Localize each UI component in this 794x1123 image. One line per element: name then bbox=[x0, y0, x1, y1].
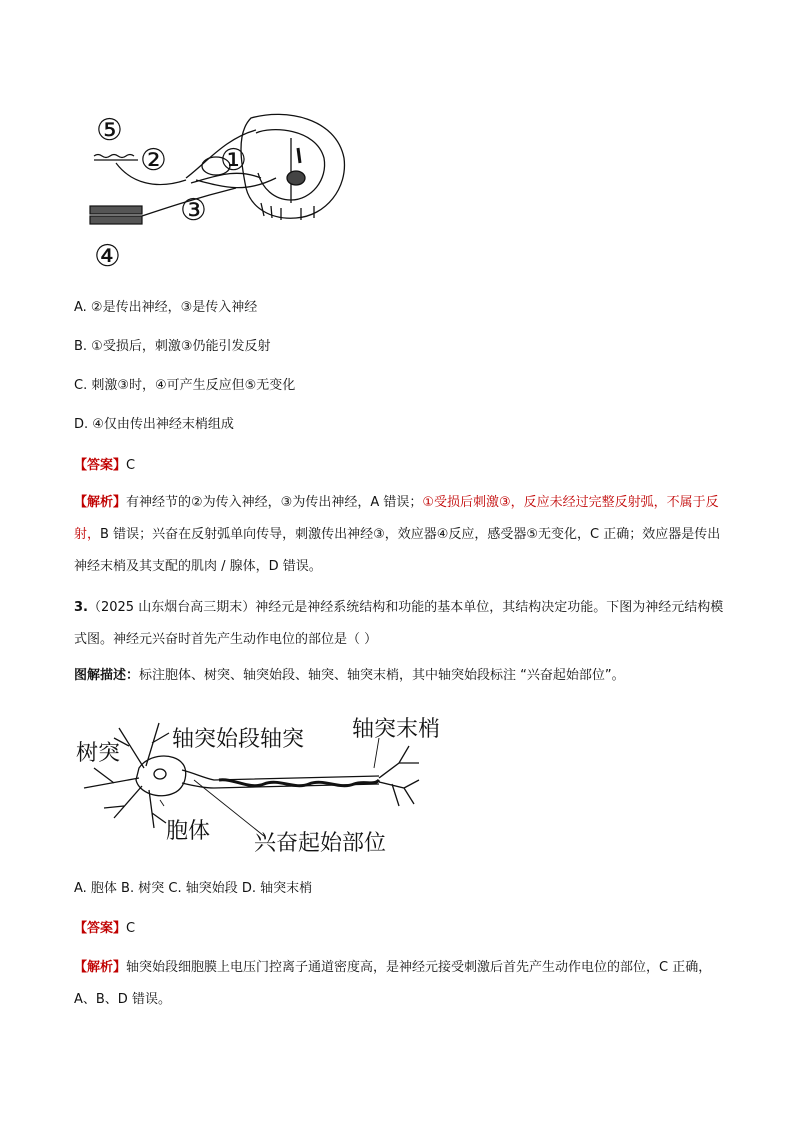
answer-value: C bbox=[126, 921, 136, 936]
answer-tag: 【答案】 bbox=[74, 458, 127, 473]
analysis-part-2: ①受损后刺激③，反应未经过完整反射弧，不属于反射， bbox=[74, 495, 719, 542]
analysis-part-1: 有神经节的②为传入神经，③为传出神经，A 错误； bbox=[126, 495, 423, 510]
q3-options: A. 胞体 B. 树突 C. 轴突始段 D. 轴突末梢 bbox=[74, 881, 313, 896]
figure1-label-1: ① bbox=[220, 143, 247, 178]
q3-analysis bbox=[74, 952, 724, 1016]
effector-drawing bbox=[90, 188, 236, 224]
desc-label: 图解描述： bbox=[74, 668, 140, 683]
q3-source: （2025 山东烟台高三期末） bbox=[87, 600, 256, 615]
label-axon-terminal: 轴突末梢 bbox=[352, 717, 441, 742]
label-initial-segment-axon: 轴突始段轴突 bbox=[172, 727, 305, 752]
figure1-label-5: ⑤ bbox=[96, 113, 123, 148]
answer-tag: 【答案】 bbox=[74, 921, 127, 936]
figure1-label-2: ② bbox=[140, 143, 167, 178]
answer-value: C bbox=[126, 458, 136, 473]
spinal-cord-drawing bbox=[186, 114, 344, 220]
q3-number: 3. bbox=[74, 600, 88, 615]
label-excitation-site: 兴奋起始部位 bbox=[254, 831, 387, 856]
analysis-tag: 【解析】 bbox=[74, 495, 127, 510]
analysis-text: 轴突始段细胞膜上电压门控离子通道密度高，是神经元接受刺激后首先产生动作电位的部位，C 正确，A、B、D 错误。 bbox=[74, 960, 712, 1007]
q2-option-a: A. ②是传出神经，③是传入神经 bbox=[74, 300, 258, 315]
q2-option-d: D. ④仅由传出神经末梢组成 bbox=[74, 417, 234, 432]
figure1-label-3: ③ bbox=[180, 193, 207, 228]
label-soma: 胞体 bbox=[166, 819, 211, 844]
desc-text: 标注胞体、树突、轴突始段、轴突、轴突末梢，其中轴突始段标注 “兴奋起始部位”。 bbox=[139, 668, 625, 683]
neuron-figure bbox=[74, 708, 454, 860]
q3-stem bbox=[74, 592, 724, 656]
q3-answer bbox=[74, 919, 135, 939]
label-dendrite: 树突 bbox=[76, 741, 121, 766]
analysis-tag: 【解析】 bbox=[74, 960, 127, 975]
q3-stem-text: 神经元是神经系统结构和功能的基本单位，其结构决定功能。下图为神经元结构模式图。神经元兴奋时首先产生动作电位的部位是（ ） bbox=[74, 600, 724, 647]
q2-answer bbox=[74, 456, 135, 476]
analysis-part-3: B 错误；兴奋在反射弧单向传导，刺激传出神经③，效应器④反应，感受器⑤无变化，C 正确；效应器是传出神经末梢及其支配的肌肉 / 腺体，D 错误。 bbox=[74, 527, 721, 574]
reflex-arc-figure bbox=[86, 108, 356, 276]
q2-option-c: C. 刺激③时，④可产生反应但⑤无变化 bbox=[74, 378, 296, 393]
q3-figure-description bbox=[74, 666, 625, 686]
figure1-label-4: ④ bbox=[94, 239, 121, 274]
q2-option-b: B. ①受损后，刺激③仍能引发反射 bbox=[74, 339, 271, 354]
q2-analysis bbox=[74, 487, 724, 583]
